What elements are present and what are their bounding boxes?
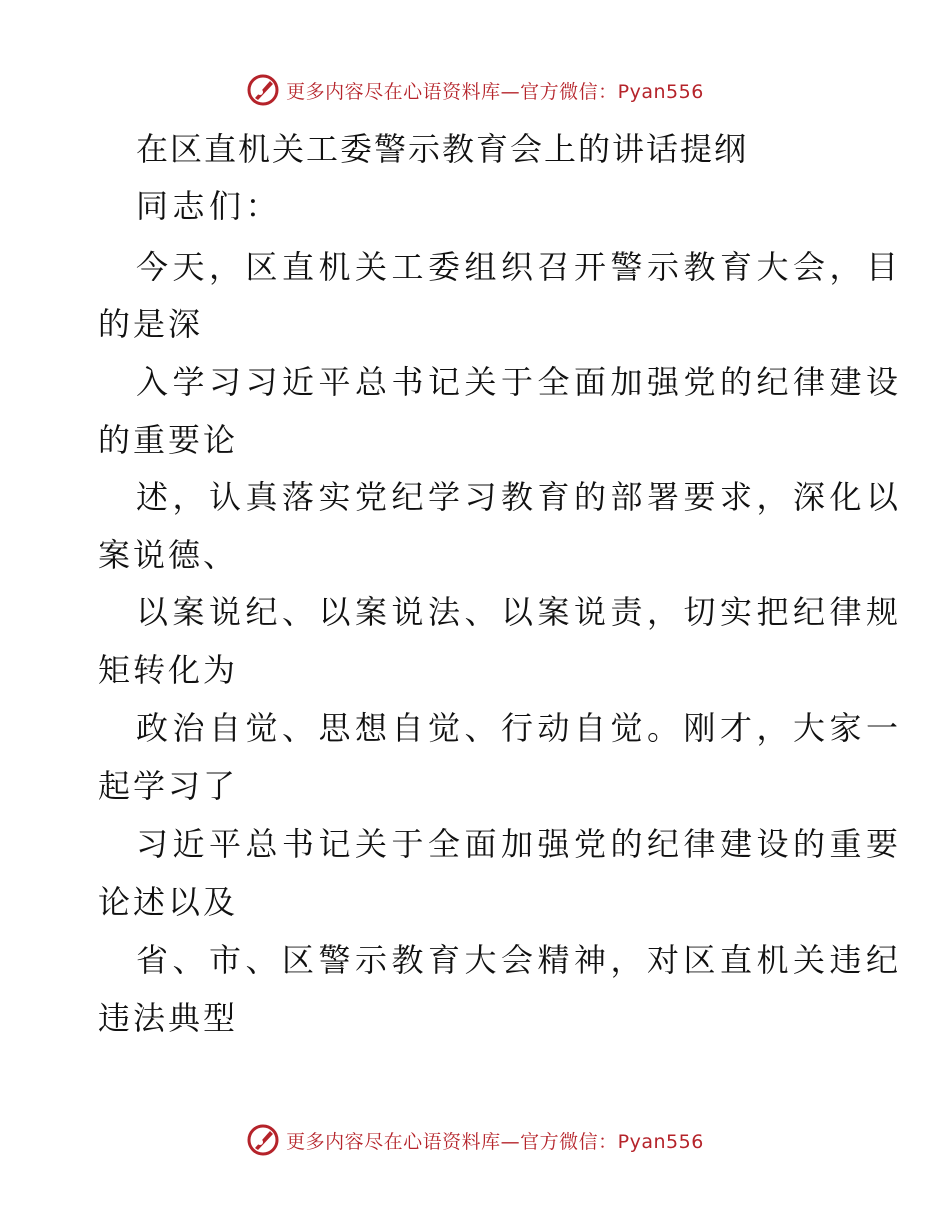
- watermark-text: 更多内容尽在心语资料库—官方微信：Pyan556: [286, 80, 704, 103]
- footer-watermark: [0, 1120, 950, 1160]
- header-watermark: [0, 70, 950, 110]
- paragraph-line: 述，认真落实党纪学习教育的部署要求，深化以: [136, 478, 903, 516]
- paragraph-line: 以案说纪、以案说法、以案说责，切实把纪律规: [136, 593, 903, 631]
- paragraph-line: 违法典型: [98, 999, 239, 1037]
- paragraph-line: 案说德、: [98, 536, 239, 574]
- paragraph-line: 论述以及: [98, 883, 239, 921]
- paragraph-line: 矩转化为: [98, 651, 239, 689]
- paragraph-line: 省、市、区警示教育大会精神，对区直机关违纪: [136, 941, 903, 979]
- salutation: 同志们：: [136, 187, 283, 225]
- paragraph-line: 今天，区直机关工委组织召开警示教育大会，目: [136, 248, 903, 286]
- pen-logo-icon: [246, 1123, 280, 1157]
- pen-logo-icon: [246, 73, 280, 107]
- document-title: 在区直机关工委警示教育会上的讲话提纲: [136, 130, 749, 168]
- paragraph-line: 入学习习近平总书记关于全面加强党的纪律建设: [136, 363, 903, 401]
- paragraph-line: 的是深: [98, 305, 204, 343]
- paragraph-line: 习近平总书记关于全面加强党的纪律建设的重要: [136, 825, 903, 863]
- paragraph-line: 起学习了: [98, 767, 239, 805]
- paragraph-line: 的重要论: [98, 421, 239, 459]
- watermark-text: 更多内容尽在心语资料库—官方微信：Pyan556: [286, 1130, 704, 1153]
- paragraph-line: 政治自觉、思想自觉、行动自觉。刚才，大家一: [136, 709, 903, 747]
